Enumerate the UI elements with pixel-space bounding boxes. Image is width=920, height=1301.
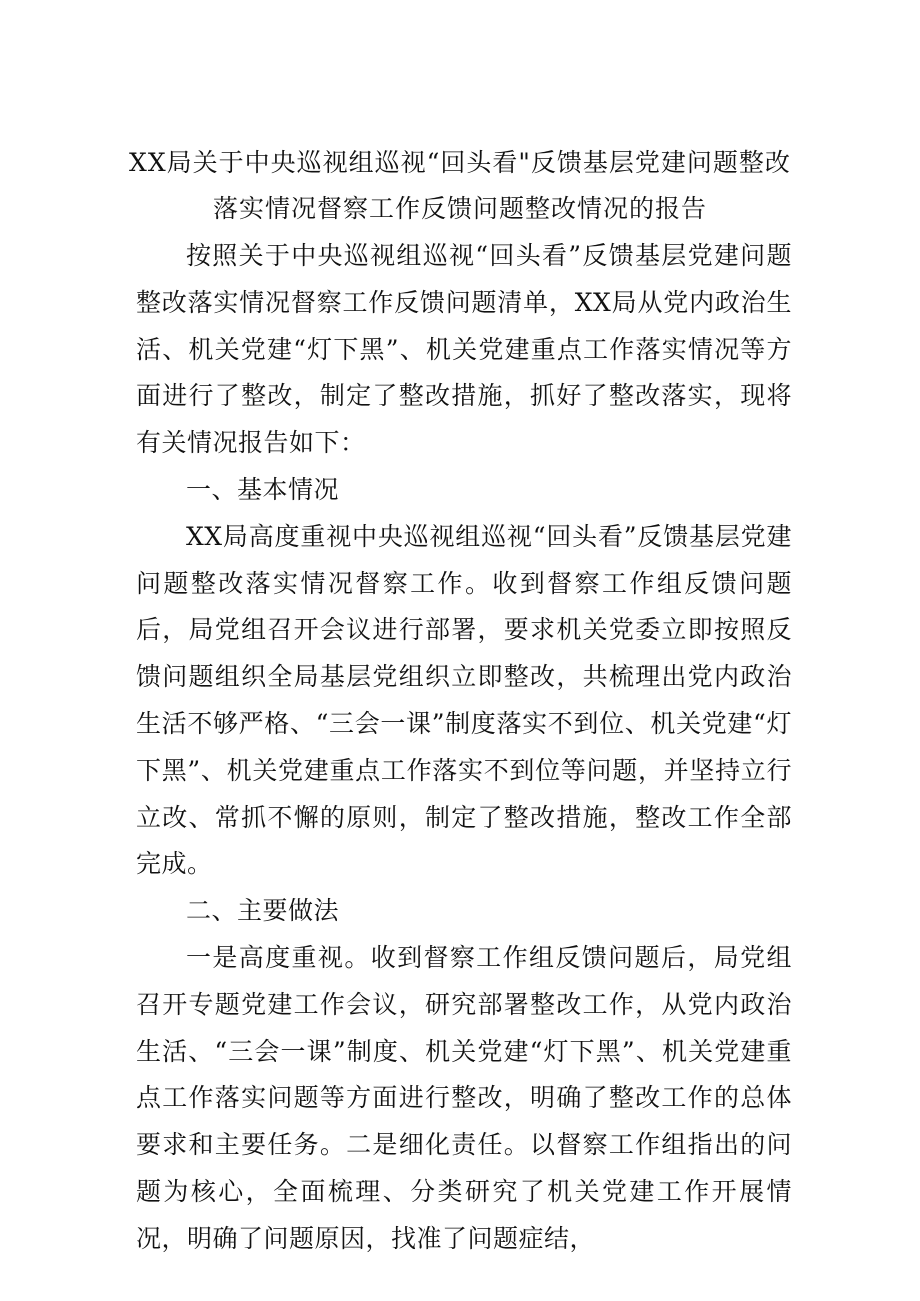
- section-paragraph-methods: 一是高度重视。收到督察工作组反馈问题后，局党组召开专题党建工作会议，研究部署整改工作，从党内政治生活、“三会一课”制度、机关党建“灯下黑”、机关党建重点工作落实问题等方面进行整改，明确了整改工作的总体要求和主要任务。二是细化责任。以督察工作组指出的问题为核心，全面梳理、分类研究了机关党建工作开展情况，明确了问题原因，找准了问题症结，: [136, 942, 792, 1253]
- document-body: [136, 233, 792, 1263]
- section-heading-methods: 二、主要做法: [186, 896, 340, 926]
- section-heading-basic: 一、基本情况: [186, 474, 340, 504]
- intro-paragraph: 按照关于中央巡视组巡视“回头看”反馈基层党建问题整改落实情况督察工作反馈问题清单，XX局从党内政治生活、机关党建“灯下黑”、机关党建重点工作落实情况等方面进行了整改，制定了整改措施，抓好了整改落实，现将有关情况报告如下：: [136, 241, 792, 458]
- section-paragraph-basic: XX局高度重视中央巡视组巡视“回头看”反馈基层党建问题整改落实情况督察工作。收到督察工作组反馈问题后，局党组召开会议进行部署，要求机关党委立即按照反馈问题组织全局基层党组织立即整改，共梳理出党内政治生活不够严格、“三会一课”制度落实不到位、机关党建“灯下黑”、机关党建重点工作落实不到位等问题，并坚持立行立改、常抓不懈的原则，制定了整改措施，整改工作全部完成。: [136, 521, 792, 879]
- title-line-2: 落实情况督察工作反馈问题整改情况的报告: [212, 194, 707, 223]
- title-line-1: XX局关于中央巡视组巡视“回头看"反馈基层党建问题整改: [129, 148, 791, 177]
- document-title: [0, 140, 920, 232]
